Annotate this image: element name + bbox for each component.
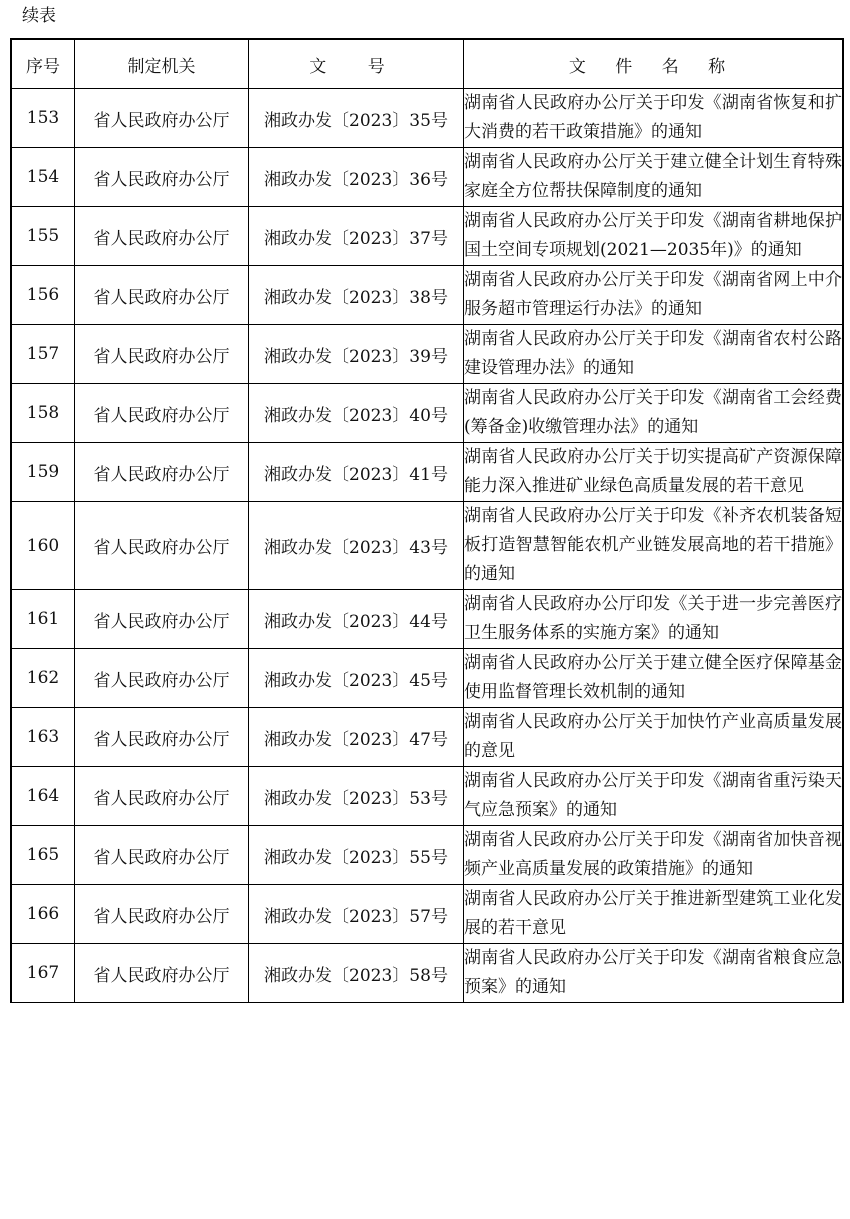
row-document-title: 湖南省人民政府办公厅关于印发《湖南省重污染天气应急预案》的通知 bbox=[464, 767, 844, 826]
header-row bbox=[11, 39, 843, 89]
header-document-number: 文 号 bbox=[249, 39, 464, 89]
header-document-title: 文 件 名 称 bbox=[464, 39, 844, 89]
row-document-title: 湖南省人民政府办公厅关于印发《湖南省工会经费(筹备金)收缴管理办法》的通知 bbox=[464, 384, 844, 443]
table-row bbox=[11, 767, 843, 826]
row-issuing-authority: 省人民政府办公厅 bbox=[75, 590, 249, 649]
row-document-number: 湘政办发〔2023〕43号 bbox=[249, 502, 464, 590]
table-row bbox=[11, 590, 843, 649]
row-document-title: 湖南省人民政府办公厅关于印发《湖南省耕地保护国土空间专项规划(2021—2035年)》的通知 bbox=[464, 207, 844, 266]
row-issuing-authority: 省人民政府办公厅 bbox=[75, 89, 249, 148]
table-row bbox=[11, 325, 843, 384]
row-serial-number: 159 bbox=[11, 443, 75, 502]
row-document-title: 湖南省人民政府办公厅关于切实提高矿产资源保障能力深入推进矿业绿色高质量发展的若干意见 bbox=[464, 443, 844, 502]
table-row bbox=[11, 266, 843, 325]
row-serial-number: 162 bbox=[11, 649, 75, 708]
row-serial-number: 154 bbox=[11, 148, 75, 207]
row-serial-number: 164 bbox=[11, 767, 75, 826]
row-document-number: 湘政办发〔2023〕44号 bbox=[249, 590, 464, 649]
row-document-number: 湘政办发〔2023〕57号 bbox=[249, 885, 464, 944]
header-serial-number: 序号 bbox=[11, 39, 75, 89]
row-issuing-authority: 省人民政府办公厅 bbox=[75, 266, 249, 325]
row-issuing-authority: 省人民政府办公厅 bbox=[75, 649, 249, 708]
table-row bbox=[11, 826, 843, 885]
row-document-title: 湖南省人民政府办公厅关于加快竹产业高质量发展的意见 bbox=[464, 708, 844, 767]
row-document-number: 湘政办发〔2023〕38号 bbox=[249, 266, 464, 325]
row-serial-number: 165 bbox=[11, 826, 75, 885]
row-issuing-authority: 省人民政府办公厅 bbox=[75, 148, 249, 207]
row-issuing-authority: 省人民政府办公厅 bbox=[75, 207, 249, 266]
row-serial-number: 157 bbox=[11, 325, 75, 384]
table-row bbox=[11, 944, 843, 1003]
row-issuing-authority: 省人民政府办公厅 bbox=[75, 885, 249, 944]
row-serial-number: 156 bbox=[11, 266, 75, 325]
row-issuing-authority: 省人民政府办公厅 bbox=[75, 384, 249, 443]
row-document-number: 湘政办发〔2023〕53号 bbox=[249, 767, 464, 826]
table-row bbox=[11, 207, 843, 266]
row-issuing-authority: 省人民政府办公厅 bbox=[75, 443, 249, 502]
row-document-title: 湖南省人民政府办公厅关于建立健全医疗保障基金使用监督管理长效机制的通知 bbox=[464, 649, 844, 708]
row-document-number: 湘政办发〔2023〕45号 bbox=[249, 649, 464, 708]
row-document-title: 湖南省人民政府办公厅关于建立健全计划生育特殊家庭全方位帮扶保障制度的通知 bbox=[464, 148, 844, 207]
row-document-number: 湘政办发〔2023〕35号 bbox=[249, 89, 464, 148]
row-serial-number: 163 bbox=[11, 708, 75, 767]
row-serial-number: 167 bbox=[11, 944, 75, 1003]
row-issuing-authority: 省人民政府办公厅 bbox=[75, 767, 249, 826]
row-document-number: 湘政办发〔2023〕41号 bbox=[249, 443, 464, 502]
row-issuing-authority: 省人民政府办公厅 bbox=[75, 502, 249, 590]
header-issuing-authority: 制定机关 bbox=[75, 39, 249, 89]
row-serial-number: 158 bbox=[11, 384, 75, 443]
table-row bbox=[11, 148, 843, 207]
row-document-title: 湖南省人民政府办公厅关于印发《湖南省网上中介服务超市管理运行办法》的通知 bbox=[464, 266, 844, 325]
row-document-number: 湘政办发〔2023〕55号 bbox=[249, 826, 464, 885]
row-document-title: 湖南省人民政府办公厅关于印发《湖南省加快音视频产业高质量发展的政策措施》的通知 bbox=[464, 826, 844, 885]
table-row bbox=[11, 649, 843, 708]
row-document-number: 湘政办发〔2023〕40号 bbox=[249, 384, 464, 443]
documents-table bbox=[10, 38, 844, 1003]
table-row bbox=[11, 502, 843, 590]
table-row bbox=[11, 443, 843, 502]
row-issuing-authority: 省人民政府办公厅 bbox=[75, 708, 249, 767]
row-document-title: 湖南省人民政府办公厅关于印发《湖南省农村公路建设管理办法》的通知 bbox=[464, 325, 844, 384]
table-row bbox=[11, 384, 843, 443]
row-issuing-authority: 省人民政府办公厅 bbox=[75, 826, 249, 885]
row-document-title: 湖南省人民政府办公厅关于印发《湖南省粮食应急预案》的通知 bbox=[464, 944, 844, 1003]
row-document-number: 湘政办发〔2023〕47号 bbox=[249, 708, 464, 767]
row-serial-number: 161 bbox=[11, 590, 75, 649]
row-serial-number: 166 bbox=[11, 885, 75, 944]
row-document-title: 湖南省人民政府办公厅印发《关于进一步完善医疗卫生服务体系的实施方案》的通知 bbox=[464, 590, 844, 649]
row-document-number: 湘政办发〔2023〕58号 bbox=[249, 944, 464, 1003]
row-document-number: 湘政办发〔2023〕39号 bbox=[249, 325, 464, 384]
row-serial-number: 155 bbox=[11, 207, 75, 266]
row-document-title: 湖南省人民政府办公厅关于印发《湖南省恢复和扩大消费的若干政策措施》的通知 bbox=[464, 89, 844, 148]
row-serial-number: 160 bbox=[11, 502, 75, 590]
continued-table-label: 续表 bbox=[22, 6, 56, 26]
table-header bbox=[11, 39, 843, 89]
row-document-title: 湖南省人民政府办公厅关于印发《补齐农机装备短板打造智慧智能农机产业链发展高地的若干措施》的通知 bbox=[464, 502, 844, 590]
table-row bbox=[11, 708, 843, 767]
table-body bbox=[11, 89, 843, 1003]
table-row bbox=[11, 885, 843, 944]
row-document-number: 湘政办发〔2023〕37号 bbox=[249, 207, 464, 266]
row-document-number: 湘政办发〔2023〕36号 bbox=[249, 148, 464, 207]
row-issuing-authority: 省人民政府办公厅 bbox=[75, 944, 249, 1003]
table-row bbox=[11, 89, 843, 148]
row-serial-number: 153 bbox=[11, 89, 75, 148]
row-document-title: 湖南省人民政府办公厅关于推进新型建筑工业化发展的若干意见 bbox=[464, 885, 844, 944]
row-issuing-authority: 省人民政府办公厅 bbox=[75, 325, 249, 384]
